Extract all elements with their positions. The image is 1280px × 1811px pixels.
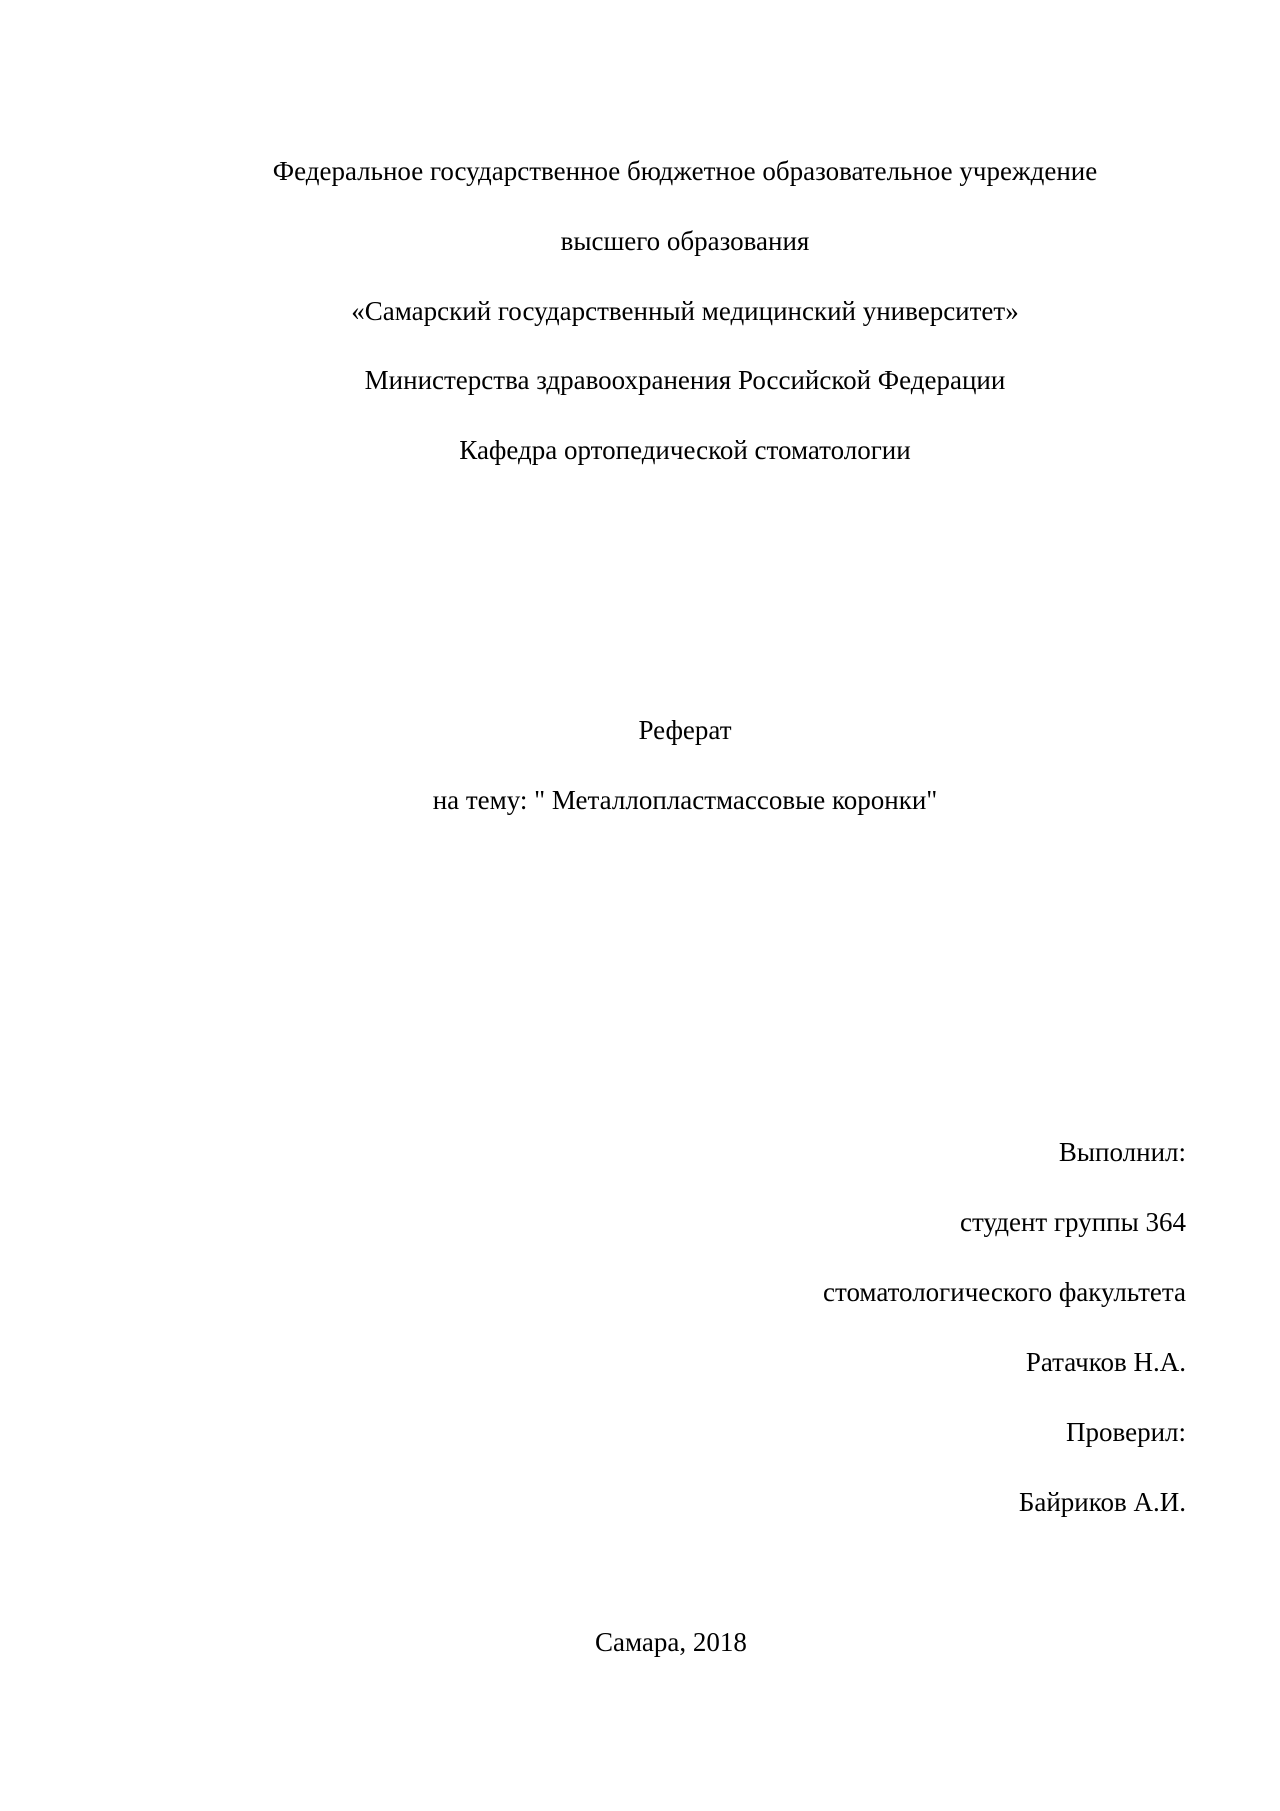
student-group: студент группы 364	[960, 1207, 1186, 1237]
header-education-level: высшего образования	[560, 226, 810, 256]
header-department: Кафедра ортопедической стоматологии	[459, 435, 911, 465]
student-name: Ратачков Н.А.	[1025, 1347, 1186, 1377]
checker-name: Байриков А.И.	[1018, 1487, 1186, 1517]
header-ministry: Министерства здравоохранения Российской Федерации	[364, 365, 1006, 395]
checked-by-label: Проверил:	[1066, 1417, 1186, 1447]
performed-by-label: Выполнил:	[1058, 1137, 1186, 1167]
header-institution-line: Федеральное государственное бюджетное образовательное учреждение	[272, 156, 1098, 186]
document-topic: на тему: " Металлопластмассовые коронки"	[432, 785, 938, 815]
document-type-title: Реферат	[638, 715, 732, 745]
city-year: Самара, 2018	[595, 1627, 747, 1657]
student-faculty: стоматологического факультета	[823, 1277, 1186, 1307]
header-university-name: «Самарский государственный медицинский университет»	[351, 296, 1019, 326]
